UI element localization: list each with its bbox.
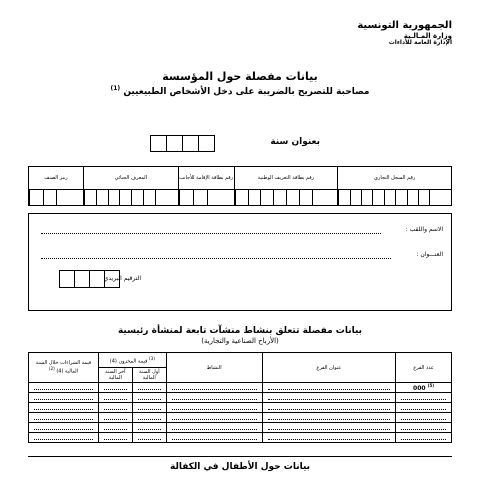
category-code-header: رمز الصنف xyxy=(29,167,84,190)
address-label: العنـــوان : xyxy=(416,251,443,258)
purchases-cell[interactable] xyxy=(29,413,99,423)
branch-address-cell[interactable] xyxy=(262,393,396,403)
branch-address-cell[interactable] xyxy=(262,413,396,423)
branch-address-cell[interactable] xyxy=(262,423,396,433)
tax-id-header: المعرف الجبائي xyxy=(83,167,178,190)
ministry-header xyxy=(357,20,452,46)
branch-count-note: (5) xyxy=(427,383,435,388)
purchases-cell[interactable] xyxy=(29,393,99,403)
branch-count-cell[interactable] xyxy=(396,403,452,413)
identification-input-row xyxy=(29,190,452,206)
end-year-header: آخر السنة المالية xyxy=(98,368,132,383)
start-year-header: أول السنة المالية xyxy=(132,368,166,383)
inventory-header xyxy=(98,353,166,368)
branches-section-heading xyxy=(0,326,480,345)
postal-code-boxes xyxy=(59,270,119,288)
year-label: بعنوان سنة xyxy=(270,137,320,147)
residence-card-cells[interactable] xyxy=(178,190,234,206)
taxpayer-info-box xyxy=(28,213,452,311)
postal-digit-box[interactable] xyxy=(89,270,105,288)
start-year-cell[interactable] xyxy=(132,413,166,423)
branch-count-header: عدد الفرع xyxy=(396,353,452,383)
branches-header-row xyxy=(29,353,452,368)
table-row xyxy=(29,383,452,393)
postal-digit-box[interactable] xyxy=(104,270,120,288)
national-id-cells[interactable] xyxy=(234,190,338,206)
residence-card-header: رقم بطاقة الإقامة للأجانب xyxy=(178,167,234,190)
section-divider xyxy=(28,456,452,457)
form-subtitle xyxy=(0,85,480,97)
start-year-cell[interactable] xyxy=(132,383,166,393)
purchases-cell[interactable] xyxy=(29,433,99,443)
name-label: الاسم واللقب : xyxy=(405,226,443,233)
branch-count-cell[interactable] xyxy=(396,423,452,433)
branch-count-cell[interactable] xyxy=(396,383,452,393)
activity-cell[interactable] xyxy=(166,393,262,403)
start-year-cell[interactable] xyxy=(132,423,166,433)
activity-cell[interactable] xyxy=(166,433,262,443)
table-row xyxy=(29,413,452,423)
activity-cell[interactable] xyxy=(166,413,262,423)
inventory-header-text: قيمة المخزون (4) xyxy=(109,358,148,365)
table-row xyxy=(29,403,452,413)
activity-cell[interactable] xyxy=(166,383,262,393)
ministry-name: وزارة المـالـية xyxy=(403,31,452,40)
purchases-cell[interactable] xyxy=(29,383,99,393)
children-section-title: بيانات حول الأطفال في الكفالة xyxy=(169,462,311,472)
branch-address-header: عنوان الفرع xyxy=(262,353,396,383)
directorate-name: الإدارة العامة للأداءات xyxy=(388,38,452,46)
inventory-note: (3) xyxy=(148,355,155,361)
form-subtitle-text: مصاحبة للتصريح بالضريبة على دخل الأشخاص الطبيعيين xyxy=(123,87,370,97)
purchases-header-text: قيمة الشراءات خلال السنة المالية (4) xyxy=(35,360,92,375)
republic-name: الجمهورية التونسية xyxy=(357,20,452,31)
purchases-cell[interactable] xyxy=(29,403,99,413)
table-row xyxy=(29,423,452,433)
national-id-header: رقم بطاقة التعريف الوطنية xyxy=(234,167,338,190)
category-code-cells[interactable] xyxy=(29,190,84,206)
form-titles xyxy=(0,70,480,97)
commercial-register-header: رقم السجل التجاري xyxy=(338,167,452,190)
end-year-cell[interactable] xyxy=(98,403,132,413)
year-digit-box[interactable] xyxy=(198,135,215,152)
branch-address-cell[interactable] xyxy=(262,433,396,443)
form-title: بيانات مفصلة حول المؤسسة xyxy=(162,70,318,83)
branch-count-cell[interactable] xyxy=(396,433,452,443)
table-row xyxy=(29,393,452,403)
purchases-cell[interactable] xyxy=(29,423,99,433)
address-field[interactable] xyxy=(41,257,391,259)
postal-digit-box[interactable] xyxy=(74,270,90,288)
branches-subtitle: (الأرباح الصناعية والتجارية) xyxy=(201,337,279,345)
identification-header-row xyxy=(29,167,452,190)
end-year-cell[interactable] xyxy=(98,393,132,403)
end-year-cell[interactable] xyxy=(98,433,132,443)
branches-title: بيانات مفصلة تتعلق بنشاط منشآت تابعة لمنشأة رئيسية xyxy=(117,326,363,336)
postal-label: الترقيم البريدي xyxy=(103,275,141,282)
table-row xyxy=(29,433,452,443)
end-year-cell[interactable] xyxy=(98,413,132,423)
year-digit-box[interactable] xyxy=(166,135,183,152)
branches-table xyxy=(28,352,452,443)
identification-table xyxy=(28,166,452,206)
year-field xyxy=(150,135,320,153)
end-year-cell[interactable] xyxy=(98,423,132,433)
branch-count-cell[interactable] xyxy=(396,393,452,403)
activity-cell[interactable] xyxy=(166,423,262,433)
activity-header: النشاط xyxy=(166,353,262,383)
postal-digit-box[interactable] xyxy=(59,270,75,288)
purchases-note: (2) xyxy=(48,366,55,372)
commercial-register-cells[interactable] xyxy=(338,190,452,206)
tax-id-cells[interactable] xyxy=(83,190,178,206)
start-year-cell[interactable] xyxy=(132,393,166,403)
start-year-cell[interactable] xyxy=(132,403,166,413)
name-field[interactable] xyxy=(41,232,381,234)
activity-cell[interactable] xyxy=(166,403,262,413)
form-subtitle-note: (1) xyxy=(110,85,121,92)
year-digit-box[interactable] xyxy=(182,135,199,152)
branch-address-cell[interactable] xyxy=(262,383,396,393)
year-digit-box[interactable] xyxy=(150,135,167,152)
branch-count-cell[interactable] xyxy=(396,413,452,423)
branch-address-cell[interactable] xyxy=(262,403,396,413)
start-year-cell[interactable] xyxy=(132,433,166,443)
purchases-header xyxy=(29,353,99,383)
branch-count-value: 000 xyxy=(413,385,426,392)
year-boxes xyxy=(150,135,214,152)
end-year-cell[interactable] xyxy=(98,383,132,393)
